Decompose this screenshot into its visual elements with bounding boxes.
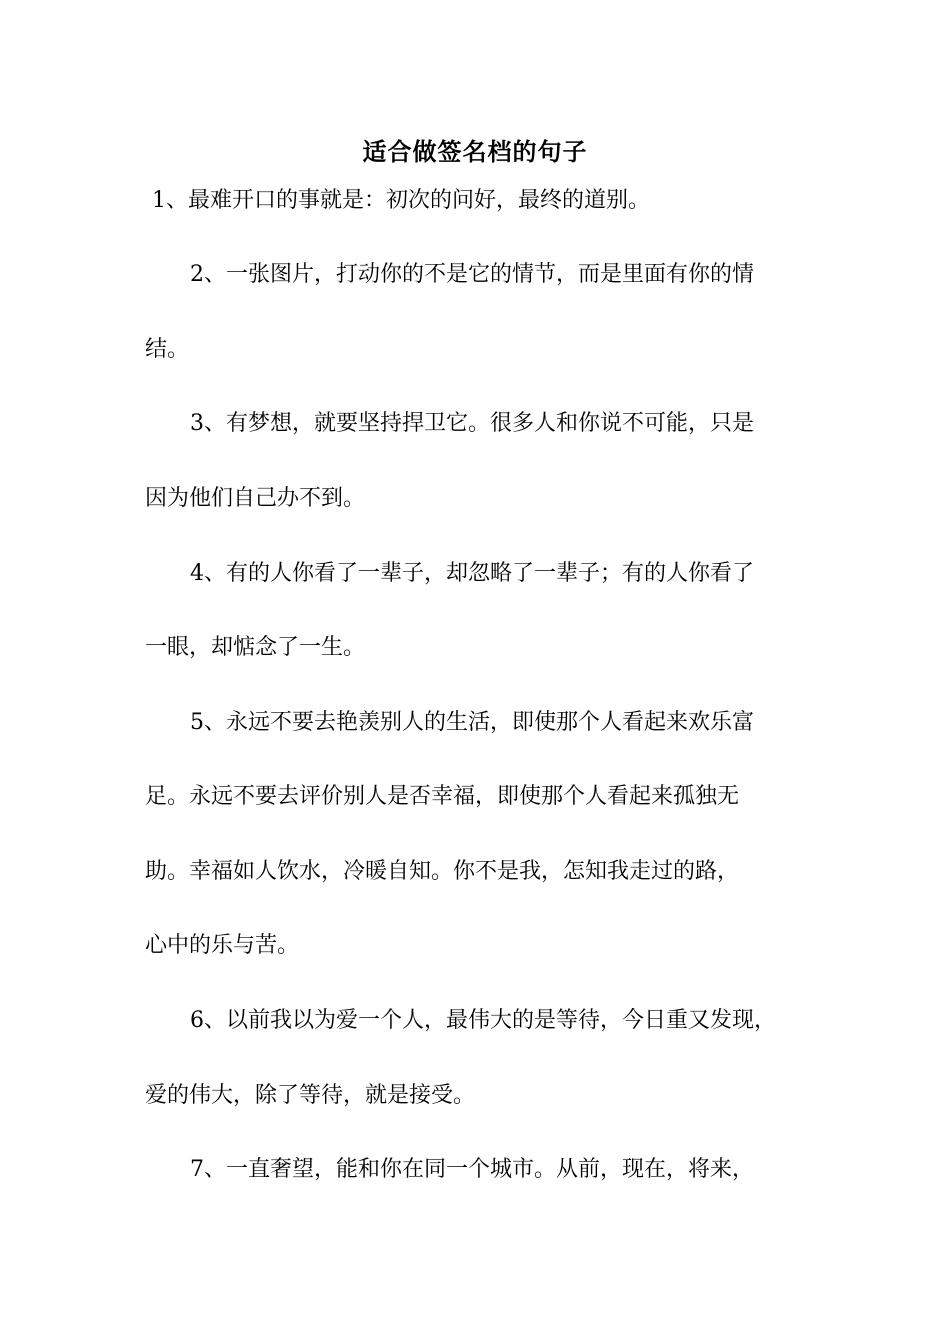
text-line: 一眼，却惦念了一生。: [145, 635, 366, 660]
text-line: 5、永远不要去艳羡别人的生活，即使那个人看起来欢乐富: [190, 710, 754, 735]
text-line: 爱的伟大，除了等待，就是接受。: [145, 1083, 476, 1108]
text-line: 1、最难开口的事就是：初次的问好，最终的道别。: [152, 188, 650, 213]
text-line: 6、以前我以为爱一个人，最伟大的是等待，今日重又发现，: [190, 1008, 776, 1033]
text-line: 4、有的人你看了一辈子，却忽略了一辈子；有的人你看了: [190, 561, 754, 586]
text-line: 心中的乐与苦。: [145, 933, 300, 958]
text-line: 因为他们自己办不到。: [145, 486, 366, 511]
text-line: 7、一直奢望，能和你在同一个城市。从前，现在，将来，: [190, 1157, 754, 1182]
text-line: 足。永远不要去评价别人是否幸福，即使那个人看起来孤独无: [145, 784, 740, 809]
text-line: 助。幸福如人饮水，冷暖自知。你不是我，怎知我走过的路，: [145, 859, 740, 884]
text-line: 2、一张图片，打动你的不是它的情节，而是里面有你的情: [190, 262, 754, 287]
document-title: 适合做签名档的句子: [362, 137, 588, 166]
text-line: 结。: [145, 337, 190, 362]
text-line: 3、有梦想，就要坚持捍卫它。很多人和你说不可能，只是: [190, 411, 754, 436]
